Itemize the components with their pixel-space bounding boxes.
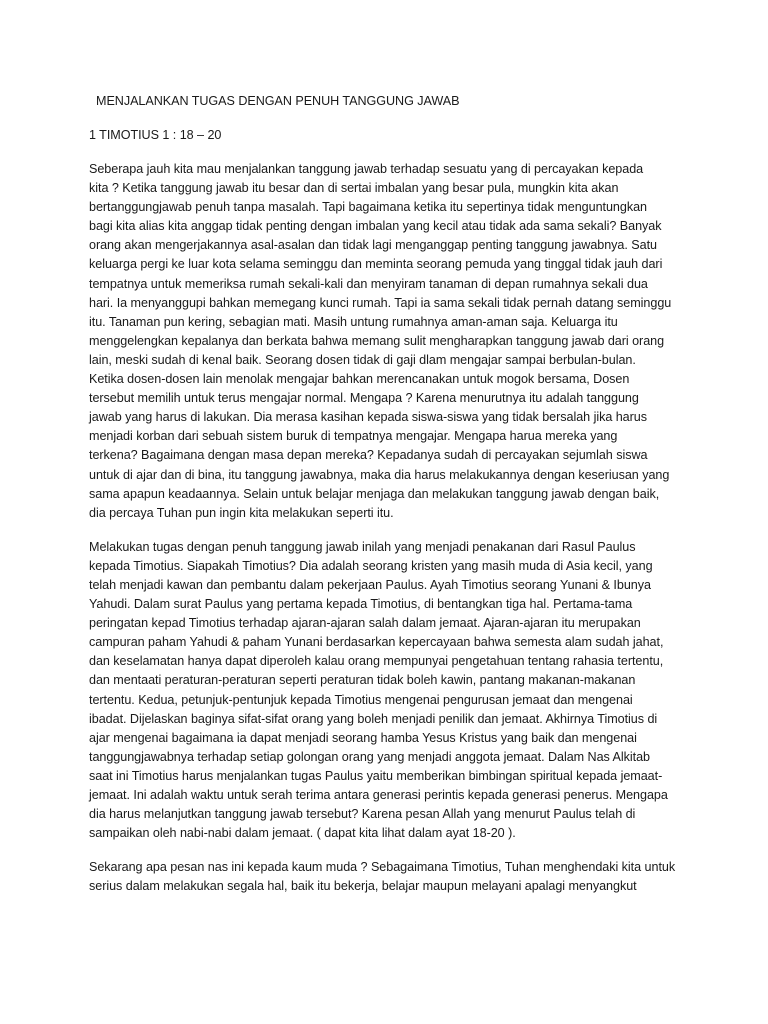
scripture-reference: 1 TIMOTIUS 1 : 18 – 20 xyxy=(89,128,222,142)
text-line: Sekarang apa pesan nas ini kepada kaum muda ? Sebagaimana Timotius, Tuhan menghendaki kita untuk xyxy=(89,860,676,875)
text-line: saat ini Timotius harus menjalankan tugas Paulus yaitu memberikan bimbingan spiritual kepada jemaat- xyxy=(89,768,663,783)
text-line: tertentu. Kedua, petunjuk-pentunjuk kepada Timotius mengenai pengurusan jemaat dan mengenai xyxy=(89,692,633,707)
text-line: menggelengkan kepalanya dan berkata bahwa memang sulit mengharapkan tanggung jawab dari orang xyxy=(89,333,665,348)
text-line: tersebut memilih untuk terus mengajar normal. Mengapa ? Karena menurutnya itu adalah tanggung xyxy=(89,391,639,406)
text-line: telah menjadi kawan dan pembantu dalam pekerjaan Paulus. Ayah Timotius seorang Yunani & Ibunya xyxy=(89,577,651,592)
text-line: orang akan mengerjakannya asal-asalan dan tidak lagi menganggap penting tanggung jawabnya. Satu xyxy=(89,238,657,253)
text-line: peringatan kepad Timotius terhadap ajaran-ajaran salah dalam jemaat. Ajaran-ajaran itu merupakan xyxy=(89,616,641,631)
text-line: tempatnya untuk memeriksa rumah sekali-kali dan menyiram tanaman di depan rumahnya sekali dua xyxy=(89,276,648,291)
text-line: dan keselamatan hanya dapat diperoleh kalau orang mempunyai pengetahuan tentang rahasia tertentu, xyxy=(89,654,664,669)
document-title: MENJALANKAN TUGAS DENGAN PENUH TANGGUNG JAWAB xyxy=(96,94,460,108)
text-line: lain, meski sudah di kenal baik. Seorang dosen tidak di gaji dlam mengajar sampai berbulan-bulan. xyxy=(89,352,636,367)
text-line: tanggungjawabnya terhadap setiap golongan orang yang menjadi anggota jemaat. Dalam Nas Alkitab xyxy=(89,749,651,764)
text-line: ibadat. Dijelaskan baginya sifat-sifat orang yang boleh menjadi penilik dan jemaat. Akhirnya Timotius di xyxy=(89,711,658,726)
text-line: jemaat. Ini adalah waktu untuk serah terima antara generasi perintis kepada generasi penerus. Mengapa xyxy=(89,788,668,802)
text-line: kita ? Ketika tanggung jawab itu besar dan di sertai imbalan yang besar pula, mungkin kita akan xyxy=(89,181,619,196)
text-line: jawab yang harus di lakukan. Dia merasa kasihan kepada siswa-siswa yang tidak bersalah jika harus xyxy=(89,410,647,425)
text-line: untuk di ajar dan di bina, itu tanggung jawabnya, maka dia harus melakukannya dengan keseriusan yang xyxy=(89,467,670,482)
text-line: bertanggungjawab penuh tanpa masalah. Tapi bagaimana ketika itu sepertinya tidak menguntungkan xyxy=(89,200,647,215)
text-line: itu. Tanaman pun kering, sebagian mati. Masih untung rumahnya aman-aman saja. Keluarga itu xyxy=(89,314,618,329)
paragraph-2 xyxy=(89,538,689,844)
paragraph-1 xyxy=(89,160,689,523)
text-line: dia percaya Tuhan pun ingin kita melakukan seperti itu. xyxy=(89,505,394,520)
text-line: ajar mengenai bagaimana ia dapat menjadi seorang hamba Yesus Kristus yang baik dan mengenai xyxy=(89,730,637,745)
document-body xyxy=(89,92,689,896)
text-line: menjadi korban dari sebuah sistem buruk di tempatnya mengajar. Mengapa harua mereka yang xyxy=(89,429,618,444)
text-line: bagi kita alias kita anggap tidak penting dengan imbalan yang kecil atau tidak ada sama sekali? Banyak xyxy=(89,219,662,234)
text-line: Yahudi. Dalam surat Paulus yang pertama kepada Timotius, di bentangkan tiga hal. Pertama-tama xyxy=(89,597,633,612)
text-line: dia harus melanjutkan tanggung jawab tersebut? Karena pesan Allah yang menurut Paulus telah di xyxy=(89,807,636,822)
text-line: kepada Timotius. Siapakah Timotius? Dia adalah seorang kristen yang masih muda di Asia kecil, yang xyxy=(89,558,653,573)
text-line: hari. Ia menyanggupi bahkan memegang kunci rumah. Tapi ia sama sekali tidak pernah datang seminggu xyxy=(89,295,672,310)
paragraph-3 xyxy=(89,858,689,896)
text-line: serius dalam melakukan segala hal, baik itu bekerja, belajar maupun melayani apalagi menyangkut xyxy=(89,879,637,894)
text-line: Melakukan tugas dengan penuh tanggung jawab inilah yang menjadi penakanan dari Rasul Paulus xyxy=(89,539,636,554)
text-line: keluarga pergi ke luar kota selama seminggu dan meminta seorang pemuda yang tinggal tidak jauh dari xyxy=(89,257,663,272)
text-line: Ketika dosen-dosen lain menolak mengajar bahkan merencanakan untuk mogok bersama, Dosen xyxy=(89,372,630,387)
text-line: dan mentaati peraturan-peraturan seperti peraturan tidak boleh kawin, pantang makanan-makanan xyxy=(89,673,636,688)
text-line: terkena? Bagaimana dengan masa depan mereka? Kepadanya sudah di percayakan sejumlah siswa xyxy=(89,448,648,463)
text-line: sama apapun keadaannya. Selain untuk belajar menjaga dan melakukan tanggung jawab dengan baik, xyxy=(89,486,660,501)
text-line: sampaikan oleh nabi-nabi dalam jemaat. ( dapat kita lihat dalam ayat 18-20 ). xyxy=(89,826,516,841)
text-line: campuran paham Yahudi & paham Yunani berdasarkan kepercayaan bahwa semesta alam sudah jahat, xyxy=(89,635,664,650)
text-line: Seberapa jauh kita mau menjalankan tanggung jawab terhadap sesuatu yang di percayakan kepada xyxy=(89,162,644,176)
